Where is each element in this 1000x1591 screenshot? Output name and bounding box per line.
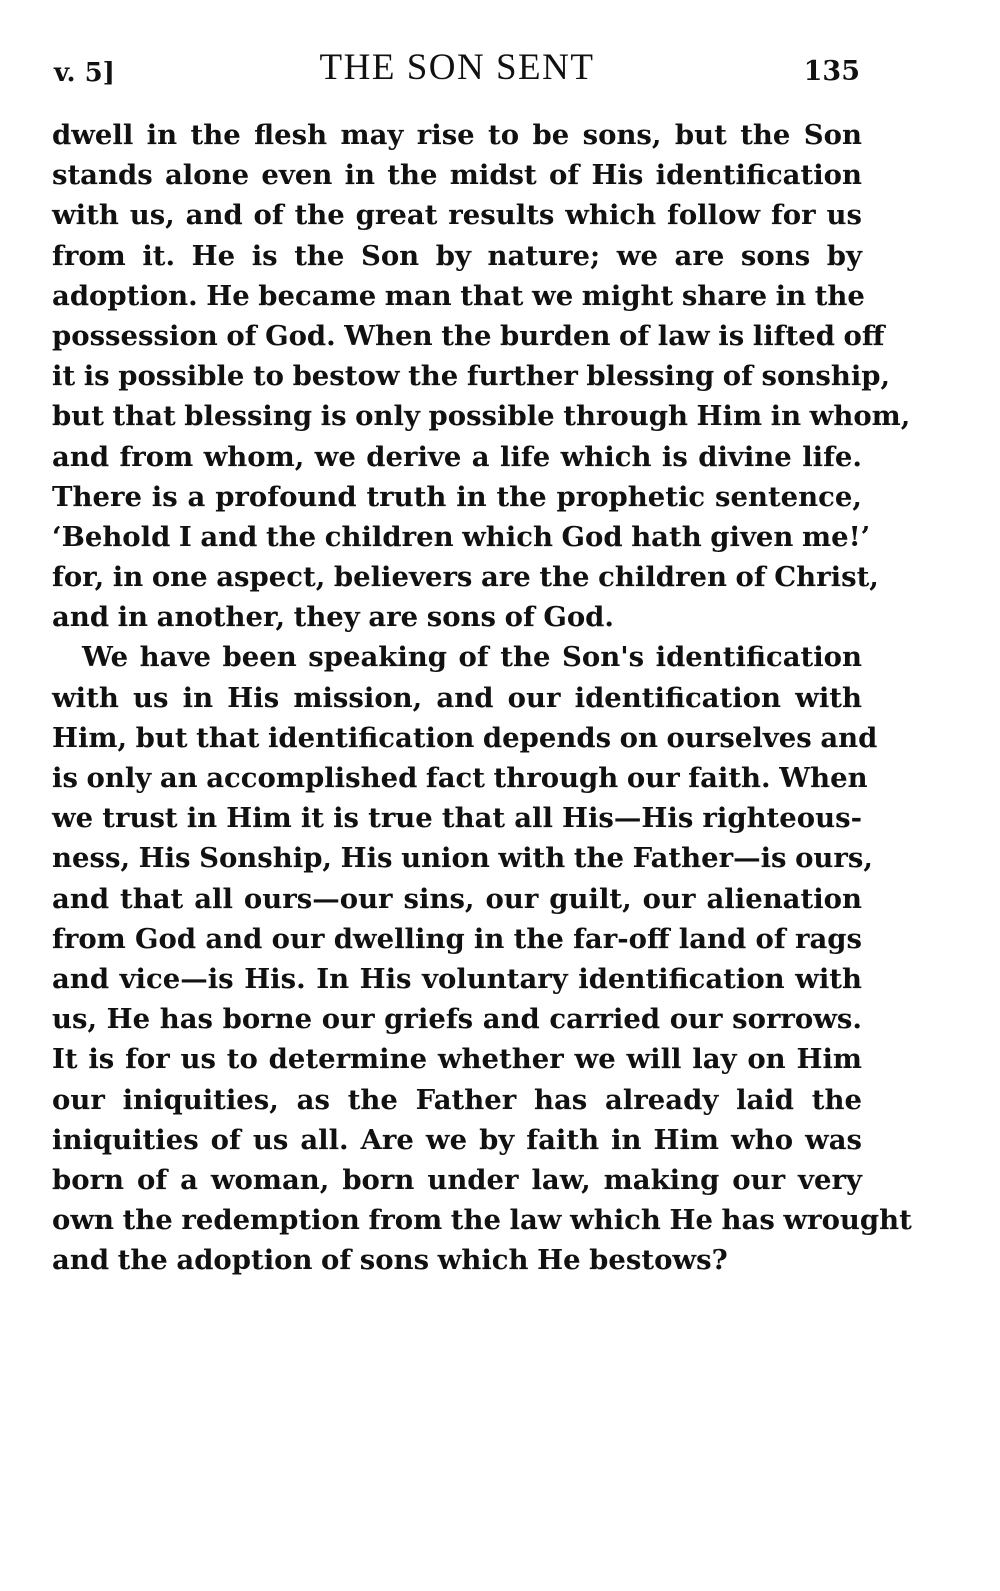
text-line: from God and our dwelling in the far-off land of rags — [52, 922, 862, 955]
text-line: There is a profound truth in the prophetic sentence, — [52, 480, 862, 513]
text-line: iniquities of us all. Are we by faith in Him who was — [52, 1123, 862, 1156]
text-line: born of a woman, born under law, making our very — [52, 1163, 862, 1196]
text-line: from it. He is the Son by nature; we are sons by — [52, 239, 862, 272]
body-text — [52, 115, 912, 1280]
verse-reference: v. 5] — [54, 58, 115, 88]
text-line: is only an accomplished fact through our faith. When — [52, 762, 868, 794]
text-line: for, in one aspect, believers are the children of Christ, — [52, 561, 879, 594]
text-line: ness, His Sonship, His union with the Father—is ours, — [52, 842, 873, 875]
text-line: our iniquities, as the Father has already laid the — [52, 1083, 862, 1116]
text-line: we trust in Him it is true that all His—His righteous- — [52, 802, 862, 835]
paragraph — [52, 115, 911, 637]
text-line: it is possible to bestow the further blessing of sonship, — [52, 360, 891, 393]
text-line: and from whom, we derive a life which is divine life. — [52, 440, 862, 473]
text-line: with us in His mission, and our identification with — [52, 681, 862, 714]
text-line: but that blessing is only possible through Him in whom, — [52, 400, 911, 433]
text-line: own the redemption from the law which He has wrought — [52, 1204, 912, 1237]
text-line: Him, but that identification depends on ourselves and — [52, 721, 878, 754]
text-line: with us, and of the great results which follow for us — [52, 199, 862, 232]
text-line: adoption. He became man that we might share in the — [52, 279, 865, 312]
text-line: ‘Behold I and the children which God hath given me!’ — [52, 520, 871, 553]
text-line: us, He has borne our griefs and carried our sorrows. — [52, 1003, 862, 1036]
text-line: possession of God. When the burden of law is lifted off — [52, 319, 885, 352]
text-line: and the adoption of sons which He bestows? — [52, 1244, 728, 1277]
text-line: and that all ours—our sins, our guilt, our alienation — [52, 882, 862, 915]
running-title: THE SON SENT — [319, 47, 595, 88]
text-line: stands alone even in the midst of His identification — [52, 159, 862, 192]
paragraph — [52, 637, 912, 1280]
page-number: 135 — [803, 56, 860, 87]
text-line: dwell in the flesh may rise to be sons, but the Son — [52, 119, 862, 151]
text-line: and in another, they are sons of God. — [52, 601, 614, 634]
text-line: We have been speaking of the Son's identification — [82, 641, 862, 674]
text-line: It is for us to determine whether we will lay on Him — [52, 1043, 862, 1076]
text-line: and vice—is His. In His voluntary identification with — [52, 962, 862, 995]
running-header — [52, 46, 862, 96]
